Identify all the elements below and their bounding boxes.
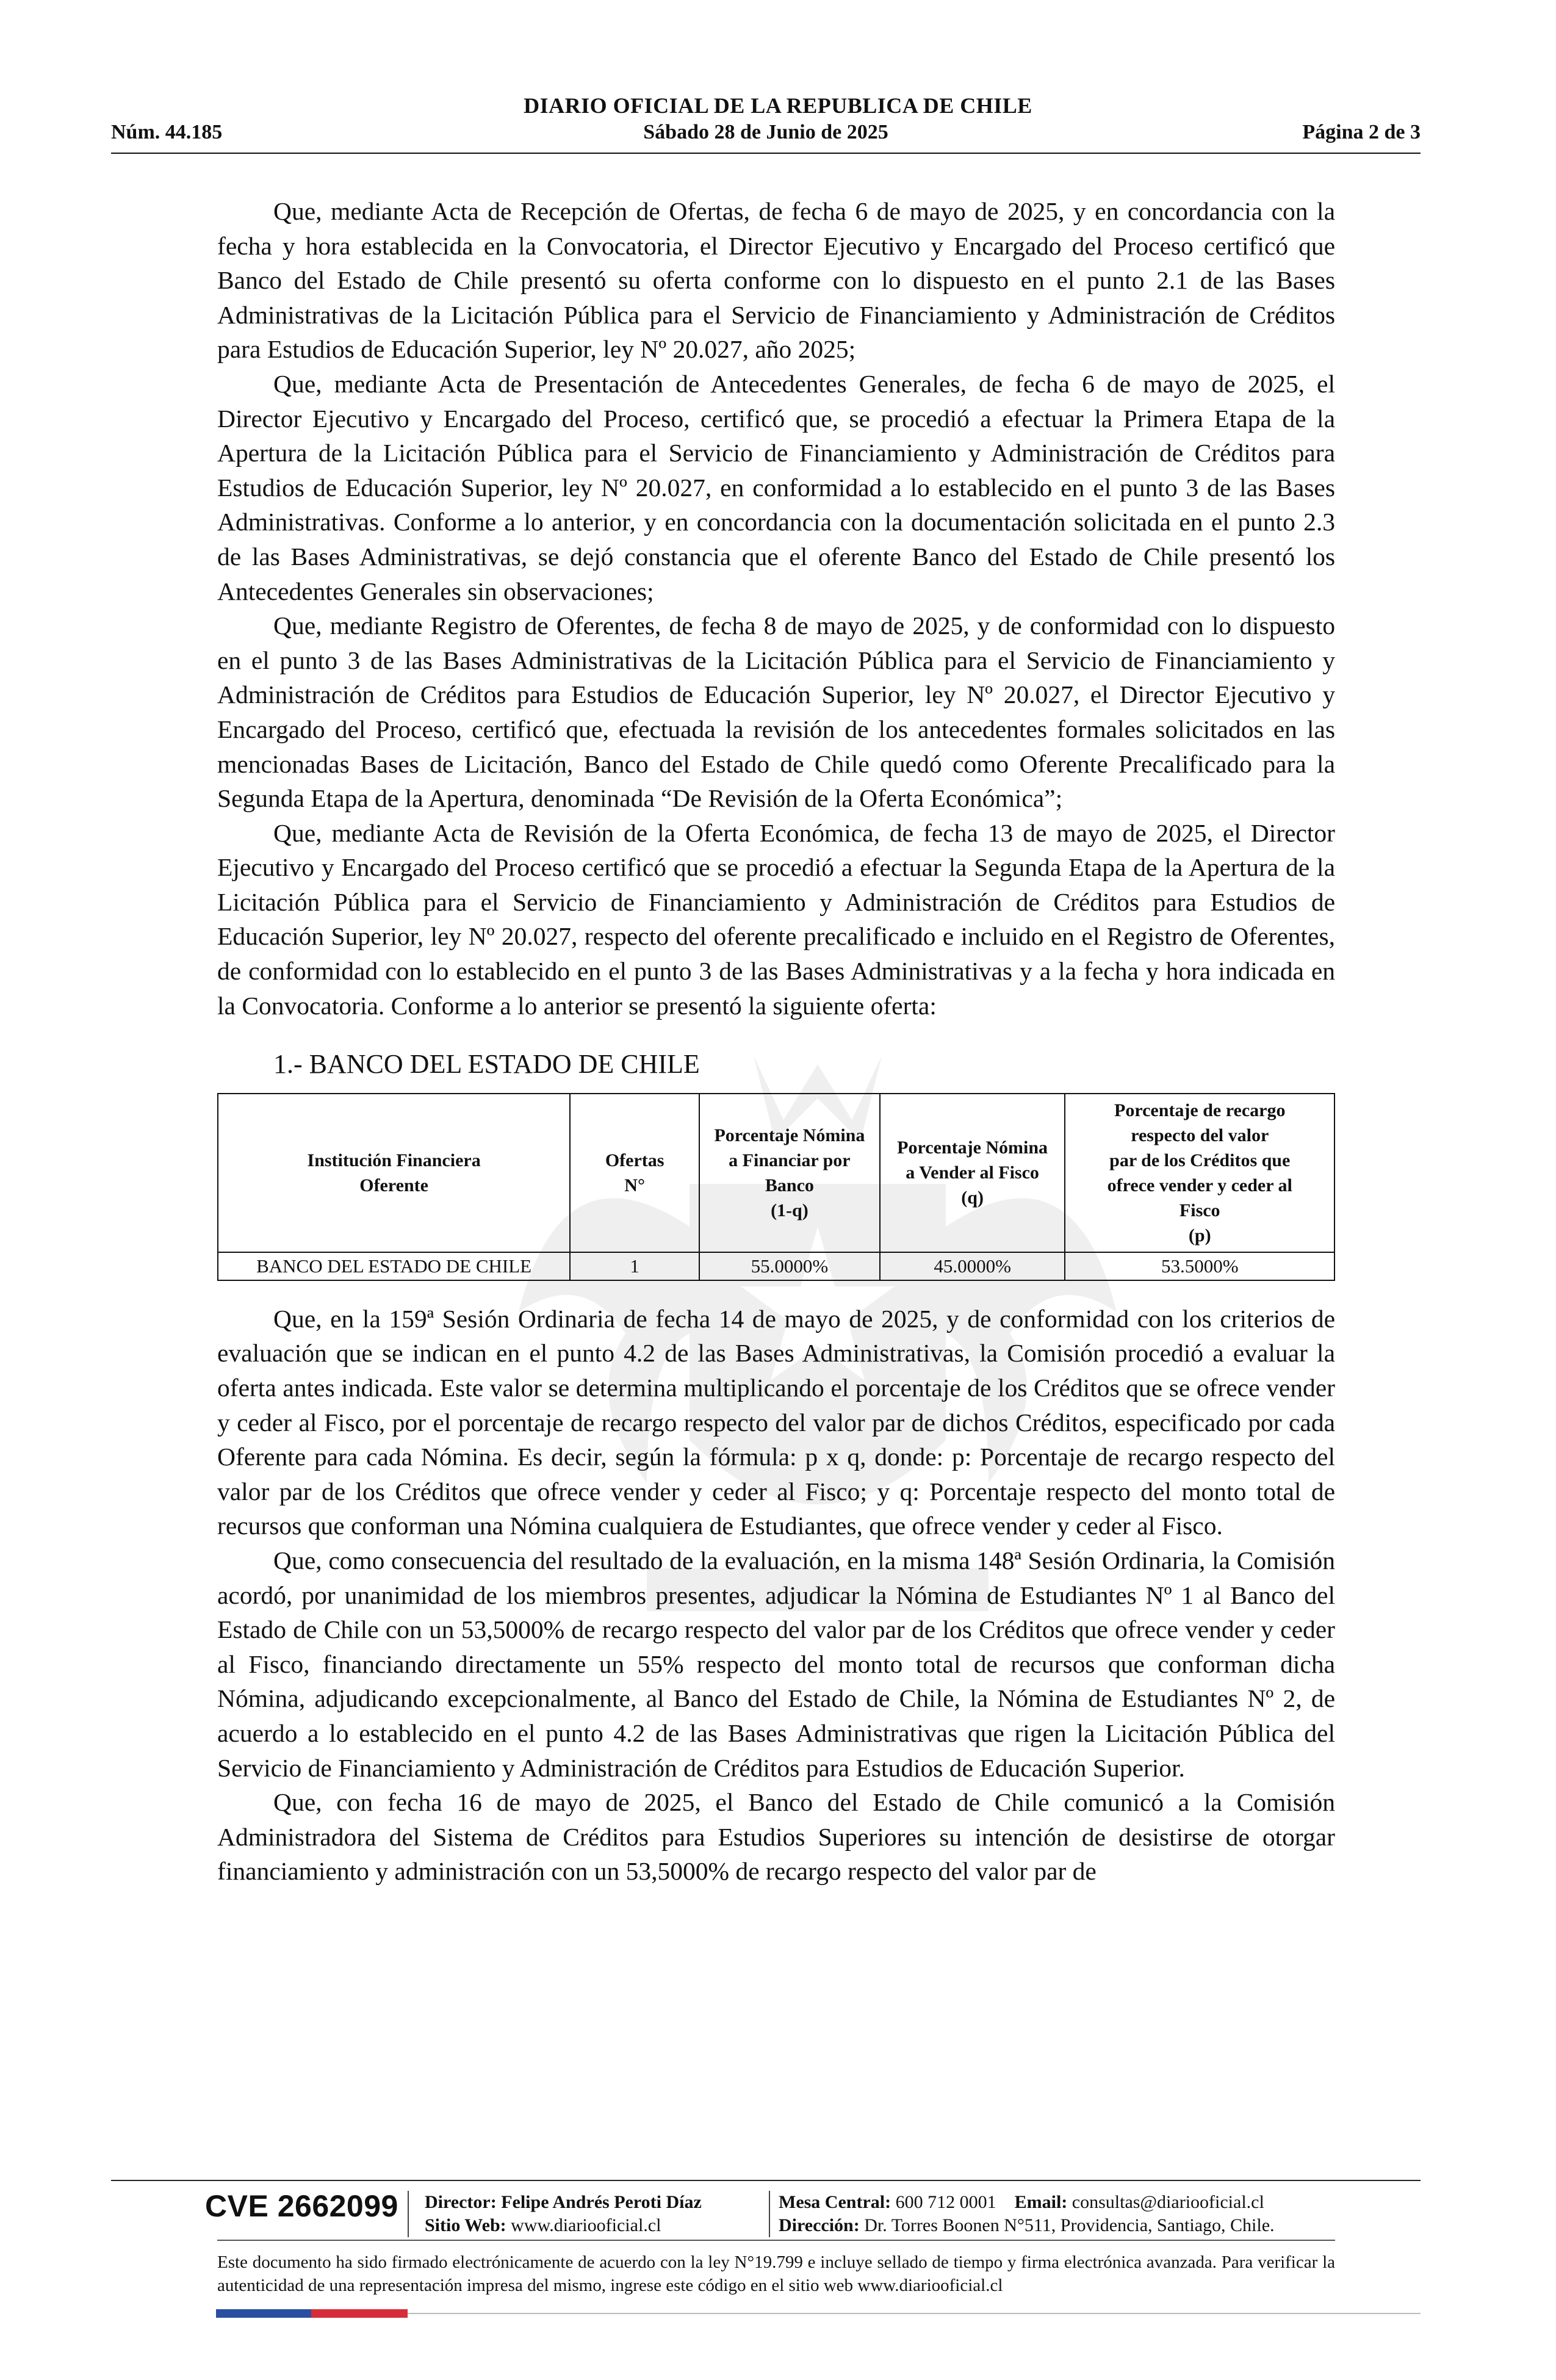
- header-divider: [111, 153, 1421, 154]
- publication-title: DIARIO OFICIAL DE LA REPUBLICA DE CHILE: [524, 93, 1032, 118]
- header-recargo: Porcentaje de recargo respecto del valor par de los Créditos que ofrece vender y ceder al Fisco (p): [1065, 1094, 1334, 1252]
- header-institution: Institución Financiera Oferente: [218, 1094, 570, 1252]
- paragraph-5: Que, en la 159ª Sesión Ordinaria de fecha 14 de mayo de 2025, y de conformidad con los criterios de evaluación que se indican en el punto 4.2 de las Bases Administrativas, la Comisión procedió a evaluar la oferta antes indicada. Este valor se determina multiplicando el porcentaje de los Créditos que se ofrece vender y ceder al Fisco, por el porcentaje de recargo respecto del valor par de dichos Créditos, especificado por cada Oferente para cada Nómina. Es decir, según la fórmula: p x q, donde: p: Porcentaje de recargo respecto del valor par de los Créditos que ofrece vender y ceder al Fisco; y q: Porcentaje respecto del monto total de recursos que conforman una Nómina cualquiera de Estudiantes, que ofrece vender y ceder al Fisco.: [217, 1304, 1335, 1540]
- footer-divider-middle: [217, 2240, 1335, 2241]
- paragraph-4: Que, mediante Acta de Revisión de la Oferta Económica, de fecha 13 de mayo de 2025, el Director Ejecutivo y Encargado del Proceso certificó que se procedió a efectuar la Segunda Etapa de la Apertura de la Licitación Pública para el Servicio de Financiamiento y Administración de Créditos para Estudios de Educación Superior, ley Nº 20.027, respecto del oferente precalificado e incluido en el Registro de Oferentes, de conformidad con lo establecido en el punto 3 de las Bases Administrativas y a la fecha y hora indicada en la Convocatoria. Conforme a lo anterior se presentó la siguiente oferta:: [217, 818, 1335, 1020]
- flag-stripe-blue: [216, 2309, 311, 2318]
- footer-divider-top: [111, 2180, 1421, 2181]
- paragraph-1: Que, mediante Acta de Recepción de Ofertas, de fecha 6 de mayo de 2025, y en concordancia con la fecha y hora establecida en la Convocatoria, el Director Ejecutivo y Encargado del Proceso certificó que Banco del Estado de Chile presentó su oferta conforme con lo dispuesto en el punto 2.1 de las Bases Administrativas de la Licitación Pública para el Servicio de Financiamiento y Administración de Créditos para Estudios de Educación Superior, ley Nº 20.027, año 2025;: [217, 197, 1335, 364]
- page-number: Página 2 de 3: [1302, 121, 1421, 143]
- cve-code: CVE 2662099: [205, 2189, 398, 2223]
- header-row: [111, 121, 1421, 150]
- website-link[interactable]: www.diariooficial.cl: [511, 2215, 661, 2235]
- signature-note: Este documento ha sido firmado electrónicamente de acuerdo con la ley N°19.799 e incluye sellado de tiempo y firma electrónica avanzada. Para verificar la autenticidad de una representación impresa del mismo, ingrese este código en el sitio web www.diariooficial.cl: [217, 2252, 1335, 2295]
- issue-date: Sábado 28 de Junio de 2025: [643, 121, 888, 143]
- issue-number: Núm. 44.185: [111, 121, 223, 143]
- footer-separator: [408, 2191, 409, 2237]
- footer-director-block: Director: Felipe Andrés Peroti Díaz Sitio Web: www.diariooficial.cl: [425, 2192, 702, 2235]
- footer-divider-bottom: [408, 2313, 1421, 2314]
- director-name: Felipe Andrés Peroti Díaz: [501, 2192, 702, 2212]
- paragraph-7: Que, con fecha 16 de mayo de 2025, el Banco del Estado de Chile comunicó a la Comisión Administradora del Sistema de Créditos para Estudios Superiores su intención de desistirse de otorgar financiamiento y administración con un 53,5000% de recargo respecto del valor par de: [217, 1788, 1335, 1886]
- cell-vender: 45.0000%: [880, 1252, 1065, 1280]
- header-financiar: Porcentaje Nómina a Financiar por Banco (1-q): [699, 1094, 880, 1252]
- paragraph-3: Que, mediante Registro de Oferentes, de fecha 8 de mayo de 2025, y de conformidad con lo dispuesto en el punto 3 de las Bases Administrativas de la Licitación Pública para el Servicio de Financiamiento y Administración de Créditos para Estudios de Educación Superior, ley Nº 20.027, el Director Ejecutivo y Encargado del Proceso, certificó que, efectuada la revisión de los antecedentes formales solicitados en las mencionadas Bases de Licitación, Banco del Estado de Chile quedó como Oferente Precalificado para la Segunda Etapa de la Apertura, denominada “De Revisión de la Oferta Económica”;: [217, 611, 1335, 813]
- paragraph-6: Que, como consecuencia del resultado de la evaluación, en la misma 148ª Sesión Ordinaria, la Comisión acordó, por unanimidad de los miembros presentes, adjudicar la Nómina de Estudiantes Nº 1 al Banco del Estado de Chile con un 53,5000% de recargo respecto del valor par de los Créditos que ofrece vender y ceder al Fisco, financiando directamente un 55% respecto del monto total de recursos que conforman dicha Nómina, adjudicando excepcionalmente, al Banco del Estado de Chile, la Nómina de Estudiantes Nº 2, de acuerdo a lo establecido en el punto 4.2 de las Bases Administrativas que rigen la Licitación Pública del Servicio de Financiamiento y Administración de Créditos para Estudios de Educación Superior.: [217, 1546, 1335, 1782]
- document-body: [217, 194, 1335, 1889]
- flag-stripe: [216, 2309, 408, 2318]
- offer-table: [217, 1093, 1335, 1281]
- paragraph-2: Que, mediante Acta de Presentación de Antecedentes Generales, de fecha 6 de mayo de 2025, el Director Ejecutivo y Encargado del Proceso, certificó que, se procedió a efectuar la Primera Etapa de la Apertura de la Licitación Pública para el Servicio de Financiamiento y Administración de Créditos para Estudios de Educación Superior, ley Nº 20.027, en conformidad a lo establecido en el punto 3 de las Bases Administrativas. Conforme a lo anterior, y en concordancia con la documentación solicitada en el punto 2.3 de las Bases Administrativas, se dejó constancia que el oferente Banco del Estado de Chile presentó los Antecedentes Generales sin observaciones;: [217, 369, 1335, 605]
- flag-stripe-red: [311, 2309, 408, 2318]
- offer-section-heading: 1.- BANCO DEL ESTADO DE CHILE: [273, 1049, 700, 1080]
- header-vender: Porcentaje Nómina a Vender al Fisco (q): [880, 1094, 1065, 1252]
- phone-number: 600 712 0001: [895, 2192, 996, 2212]
- email-link[interactable]: consultas@diariooficial.cl: [1072, 2192, 1264, 2212]
- offer-table-header-row: [218, 1094, 1334, 1252]
- cell-recargo: 53.5000%: [1065, 1252, 1334, 1280]
- cell-offer: 1: [570, 1252, 699, 1280]
- header-offers: Ofertas N°: [570, 1094, 699, 1252]
- cell-financiar: 55.0000%: [699, 1252, 880, 1280]
- table-row: [218, 1252, 1334, 1280]
- footer-contact-block: Mesa Central: 600 712 0001 Email: consultas@diariooficial.cl Dirección: Dr. Torres Boonen N°511, Providencia, Santiago, Chile.: [779, 2192, 1275, 2235]
- footer-separator: [769, 2191, 770, 2237]
- cell-institution: BANCO DEL ESTADO DE CHILE: [218, 1252, 570, 1280]
- address: Dr. Torres Boonen N°511, Providencia, Santiago, Chile.: [864, 2215, 1275, 2235]
